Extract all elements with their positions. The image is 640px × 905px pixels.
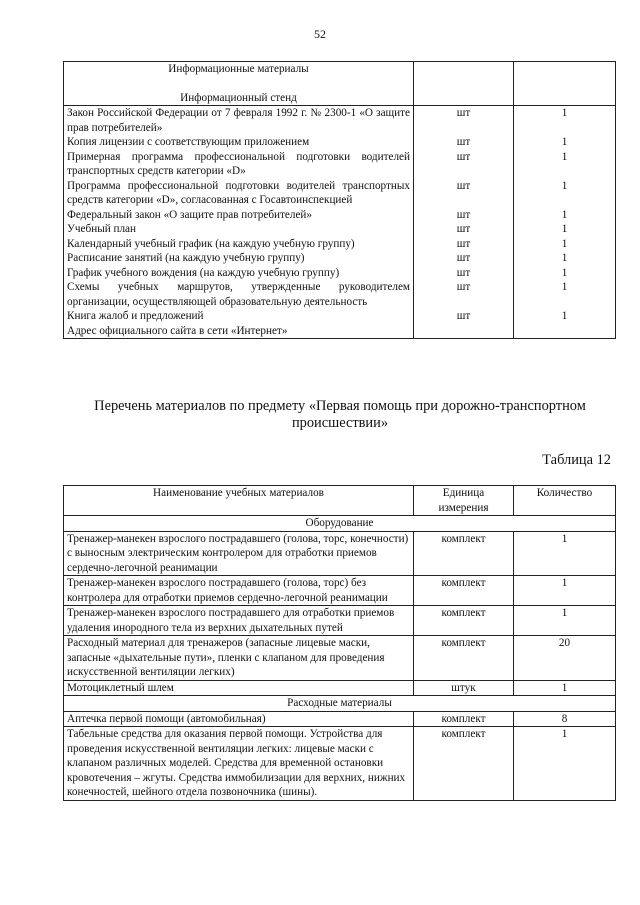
col-header-name: Наименование учебных материалов: [64, 486, 414, 516]
item-unit: шт: [414, 150, 514, 179]
table-row: [64, 150, 616, 179]
item-quantity: 1: [514, 576, 616, 606]
item-unit: комплект: [414, 636, 514, 681]
item-quantity: 1: [514, 606, 616, 636]
item-unit: штук: [414, 680, 514, 696]
table-row: [64, 222, 616, 237]
item-name: Федеральный закон «О защите прав потребителей»: [64, 208, 414, 223]
item-name: Примерная программа профессиональной подготовки водителей транспортных средств категории «D»: [64, 150, 414, 179]
table-row: [64, 135, 616, 150]
table2-header-row: [64, 486, 616, 516]
item-unit: шт: [414, 222, 514, 237]
item-unit: [414, 324, 514, 339]
col-header-unit: Единица измерения: [414, 486, 514, 516]
item-unit: шт: [414, 135, 514, 150]
item-name: Книга жалоб и предложений: [64, 309, 414, 324]
item-quantity: 1: [514, 309, 616, 324]
item-quantity: 8: [514, 711, 616, 727]
table-row: [64, 251, 616, 266]
table-row: [64, 636, 616, 681]
table-row: [64, 179, 616, 208]
item-unit: комплект: [414, 576, 514, 606]
item-name: Расписание занятий (на каждую учебную группу): [64, 251, 414, 266]
item-name: Тренажер-манекен взрослого пострадавшего для отработки приемов удаления инородного тела из верхних дыхательных путей: [64, 606, 414, 636]
item-name: Учебный план: [64, 222, 414, 237]
table-row: [64, 606, 616, 636]
section-consumables: Расходные материалы: [64, 696, 616, 712]
item-name: Мотоциклетный шлем: [64, 680, 414, 696]
table-row: [64, 680, 616, 696]
item-name: Тренажер-манекен взрослого пострадавшего (голова, торс) без контролера для отработки приемов сердечно-легочной реанимации: [64, 576, 414, 606]
item-unit: шт: [414, 309, 514, 324]
table1-subheader: Информационный стенд: [64, 91, 414, 106]
table-row: [64, 711, 616, 727]
item-unit: шт: [414, 237, 514, 252]
item-unit: шт: [414, 266, 514, 281]
table-caption: Таблица 12: [542, 452, 611, 468]
item-name: Тренажер-манекен взрослого пострадавшего (голова, торс, конечности) с выносным электрическим контролером для отработки приемов сердечно-легочной реанимации: [64, 531, 414, 576]
table1-spacer-row: [64, 77, 616, 91]
item-quantity: 1: [514, 135, 616, 150]
item-quantity: 1: [514, 237, 616, 252]
table-row: [64, 309, 616, 324]
table-row: [64, 208, 616, 223]
table-row: [64, 324, 616, 339]
item-quantity: [514, 324, 616, 339]
item-unit: шт: [414, 280, 514, 309]
table-row: [64, 266, 616, 281]
first-aid-materials-table: [63, 485, 616, 801]
table-row: [64, 106, 616, 136]
item-quantity: 1: [514, 208, 616, 223]
item-name: Программа профессиональной подготовки водителей транспортных средств категории «D», согласованная с Госавтоинспекцией: [64, 179, 414, 208]
section-row-consumables: [64, 696, 616, 712]
item-unit: комплект: [414, 606, 514, 636]
item-name: Схемы учебных маршрутов, утвержденные руководителем организации, осуществляющей образовательную деятельность: [64, 280, 414, 309]
item-quantity: 20: [514, 636, 616, 681]
item-quantity: 1: [514, 150, 616, 179]
table-row: [64, 727, 616, 801]
table-row: [64, 237, 616, 252]
item-name: Календарный учебный график (на каждую учебную группу): [64, 237, 414, 252]
item-unit: шт: [414, 106, 514, 136]
item-quantity: 1: [514, 531, 616, 576]
item-name: Копия лицензии с соответствующим приложением: [64, 135, 414, 150]
item-name: Адрес официального сайта в сети «Интернет»: [64, 324, 414, 339]
item-unit: шт: [414, 208, 514, 223]
item-name: Аптечка первой помощи (автомобильная): [64, 711, 414, 727]
table-row: [64, 280, 616, 309]
col-header-qty: Количество: [514, 486, 616, 516]
table1-header: Информационные материалы: [64, 62, 414, 77]
item-name: График учебного вождения (на каждую учебную группу): [64, 266, 414, 281]
item-quantity: 1: [514, 106, 616, 136]
item-unit: шт: [414, 179, 514, 208]
item-quantity: 1: [514, 266, 616, 281]
item-unit: комплект: [414, 727, 514, 801]
item-quantity: 1: [514, 727, 616, 801]
section-row-equipment: [64, 516, 616, 532]
item-quantity: 1: [514, 222, 616, 237]
item-name: Табельные средства для оказания первой помощи. Устройства для проведения искусственной вентиляции легких: лицевые маски с клапаном различных моделей. Средства для временной остановки кровотечения – жгуты. Средства иммобилизации для верхних, нижних конечностей, шейного отдела позвоночника (шины).: [64, 727, 414, 801]
item-quantity: 1: [514, 280, 616, 309]
page-number: 52: [314, 27, 326, 41]
item-quantity: 1: [514, 179, 616, 208]
item-name: Расходный материал для тренажеров (запасные лицевые маски, запасные «дыхательные пути», пленки с клапаном для проведения искусственной вентиляции легких): [64, 636, 414, 681]
table1-subheader-row: [64, 91, 616, 106]
item-quantity: 1: [514, 251, 616, 266]
table-row: [64, 531, 616, 576]
item-name: Закон Российской Федерации от 7 февраля 1992 г. № 2300-1 «О защите прав потребителей»: [64, 106, 414, 136]
section-equipment: Оборудование: [64, 516, 616, 532]
item-unit: комплект: [414, 531, 514, 576]
table1-header-row: [64, 62, 616, 77]
table-row: [64, 576, 616, 606]
information-materials-table: [63, 61, 616, 339]
item-unit: шт: [414, 251, 514, 266]
item-quantity: 1: [514, 680, 616, 696]
section-title: Перечень материалов по предмету «Первая помощь при дорожно-транспортном происшествии»: [94, 398, 586, 431]
item-unit: комплект: [414, 711, 514, 727]
